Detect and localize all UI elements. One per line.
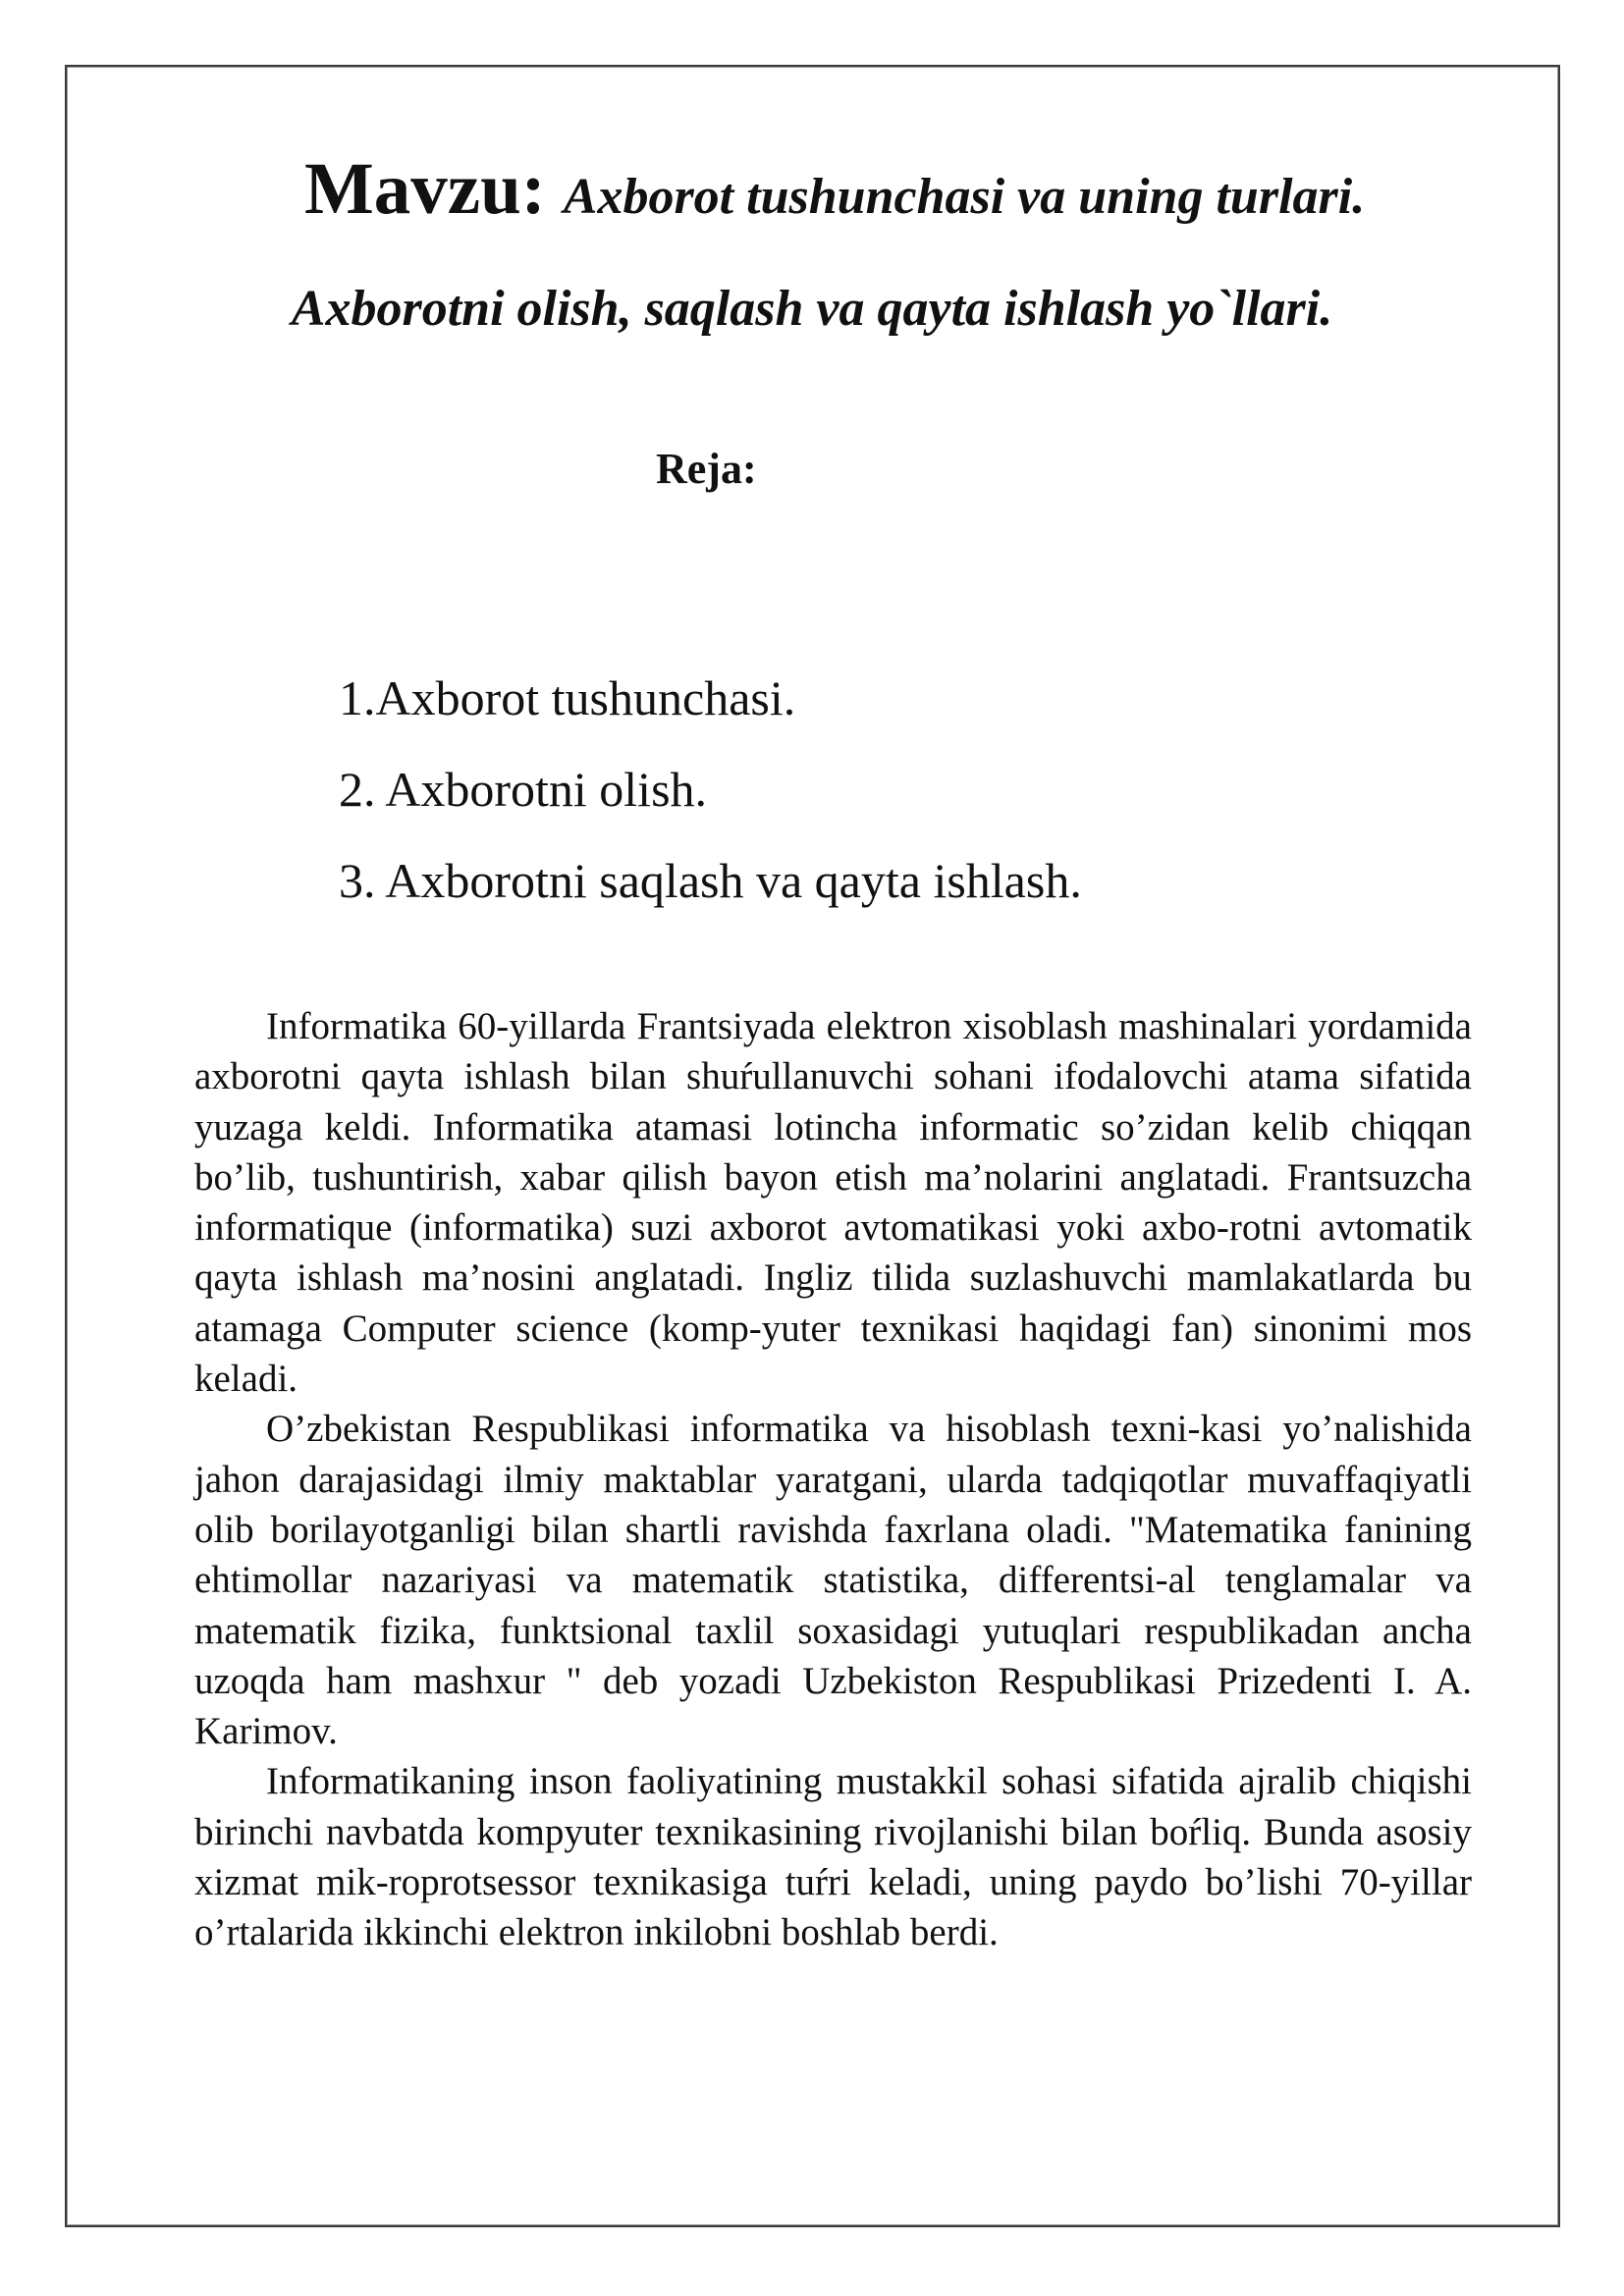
plan-list xyxy=(339,653,1082,927)
heading-label: Mavzu: xyxy=(304,148,546,230)
body-paragraph: Informatika 60-yillarda Frantsiyada elektron xisoblash mashinalari yordamida axborotni qayta ishlash bilan shuŕullanuvchi sohani ifodalovchi atama sifatida yuzaga keldi. Informatika atamasi lotincha informatic so’zidan kelib chiqqan bo’lib, tushuntirish, xabar qilish bayon etish ma’nolarini anglatadi. Frantsuzcha informatique (informatika) suzi axborot avtomatikasi yoki axbo-rotni avtomatik qayta ishlash ma’nosini anglatadi. Ingliz tilida suzlashuvchi mamlakatlarda bu atamaga Computer science (komp-yuter texnikasi haqidagi fan) sinonimi mos keladi. xyxy=(194,1005,1472,1401)
body-paragraph: Informatikaning inson faoliyatining mustakkil sohasi sifatida ajralib chiqishi birinchi navbatda kompyuter texnikasining rivojlanishi bilan boŕliq. Bunda asosiy xizmat mik-roprotsessor texnikasiga tuŕri keladi, uning paydo bo’lishi 70-yillar o’rtalarida ikkinchi elektron inkilobni boshlab berdi. xyxy=(194,1760,1472,1954)
heading-subtitle: Axborotni olish, saqlash va qayta ishlash yo`llari. xyxy=(291,281,1333,337)
plan-item: 1.Axborot tushunchasi. xyxy=(339,670,796,725)
page-heading xyxy=(304,147,1365,232)
plan-item: 2. Axborotni olish. xyxy=(339,762,708,817)
plan-item: 3. Axborotni saqlash va qayta ishlash. xyxy=(339,853,1082,908)
body-text xyxy=(194,1001,1472,1958)
heading-topic: Axborot tushunchasi va uning turlari. xyxy=(563,169,1366,225)
plan-title: Reja: xyxy=(656,445,757,493)
body-paragraph: O’zbekistan Respublikasi informatika va hisoblash texni-kasi yo’nalishida jahon darajasidagi ilmiy maktablar yaratgani, ularda tadqiqotlar muvaffaqiyatli olib borilayotganligi bilan shartli ravishda faxrlana oladi. "Matematika fanining ehtimollar nazariyasi va matematik statistika, differentsi-al tenglamalar va matematik fizika, funktsional taxlil soxasidagi yutuqlari respublikadan ancha uzoqda ham mashxur " deb yozadi Uzbekiston Respublikasi Prizedenti I. A. Karimov. xyxy=(194,1408,1472,1753)
